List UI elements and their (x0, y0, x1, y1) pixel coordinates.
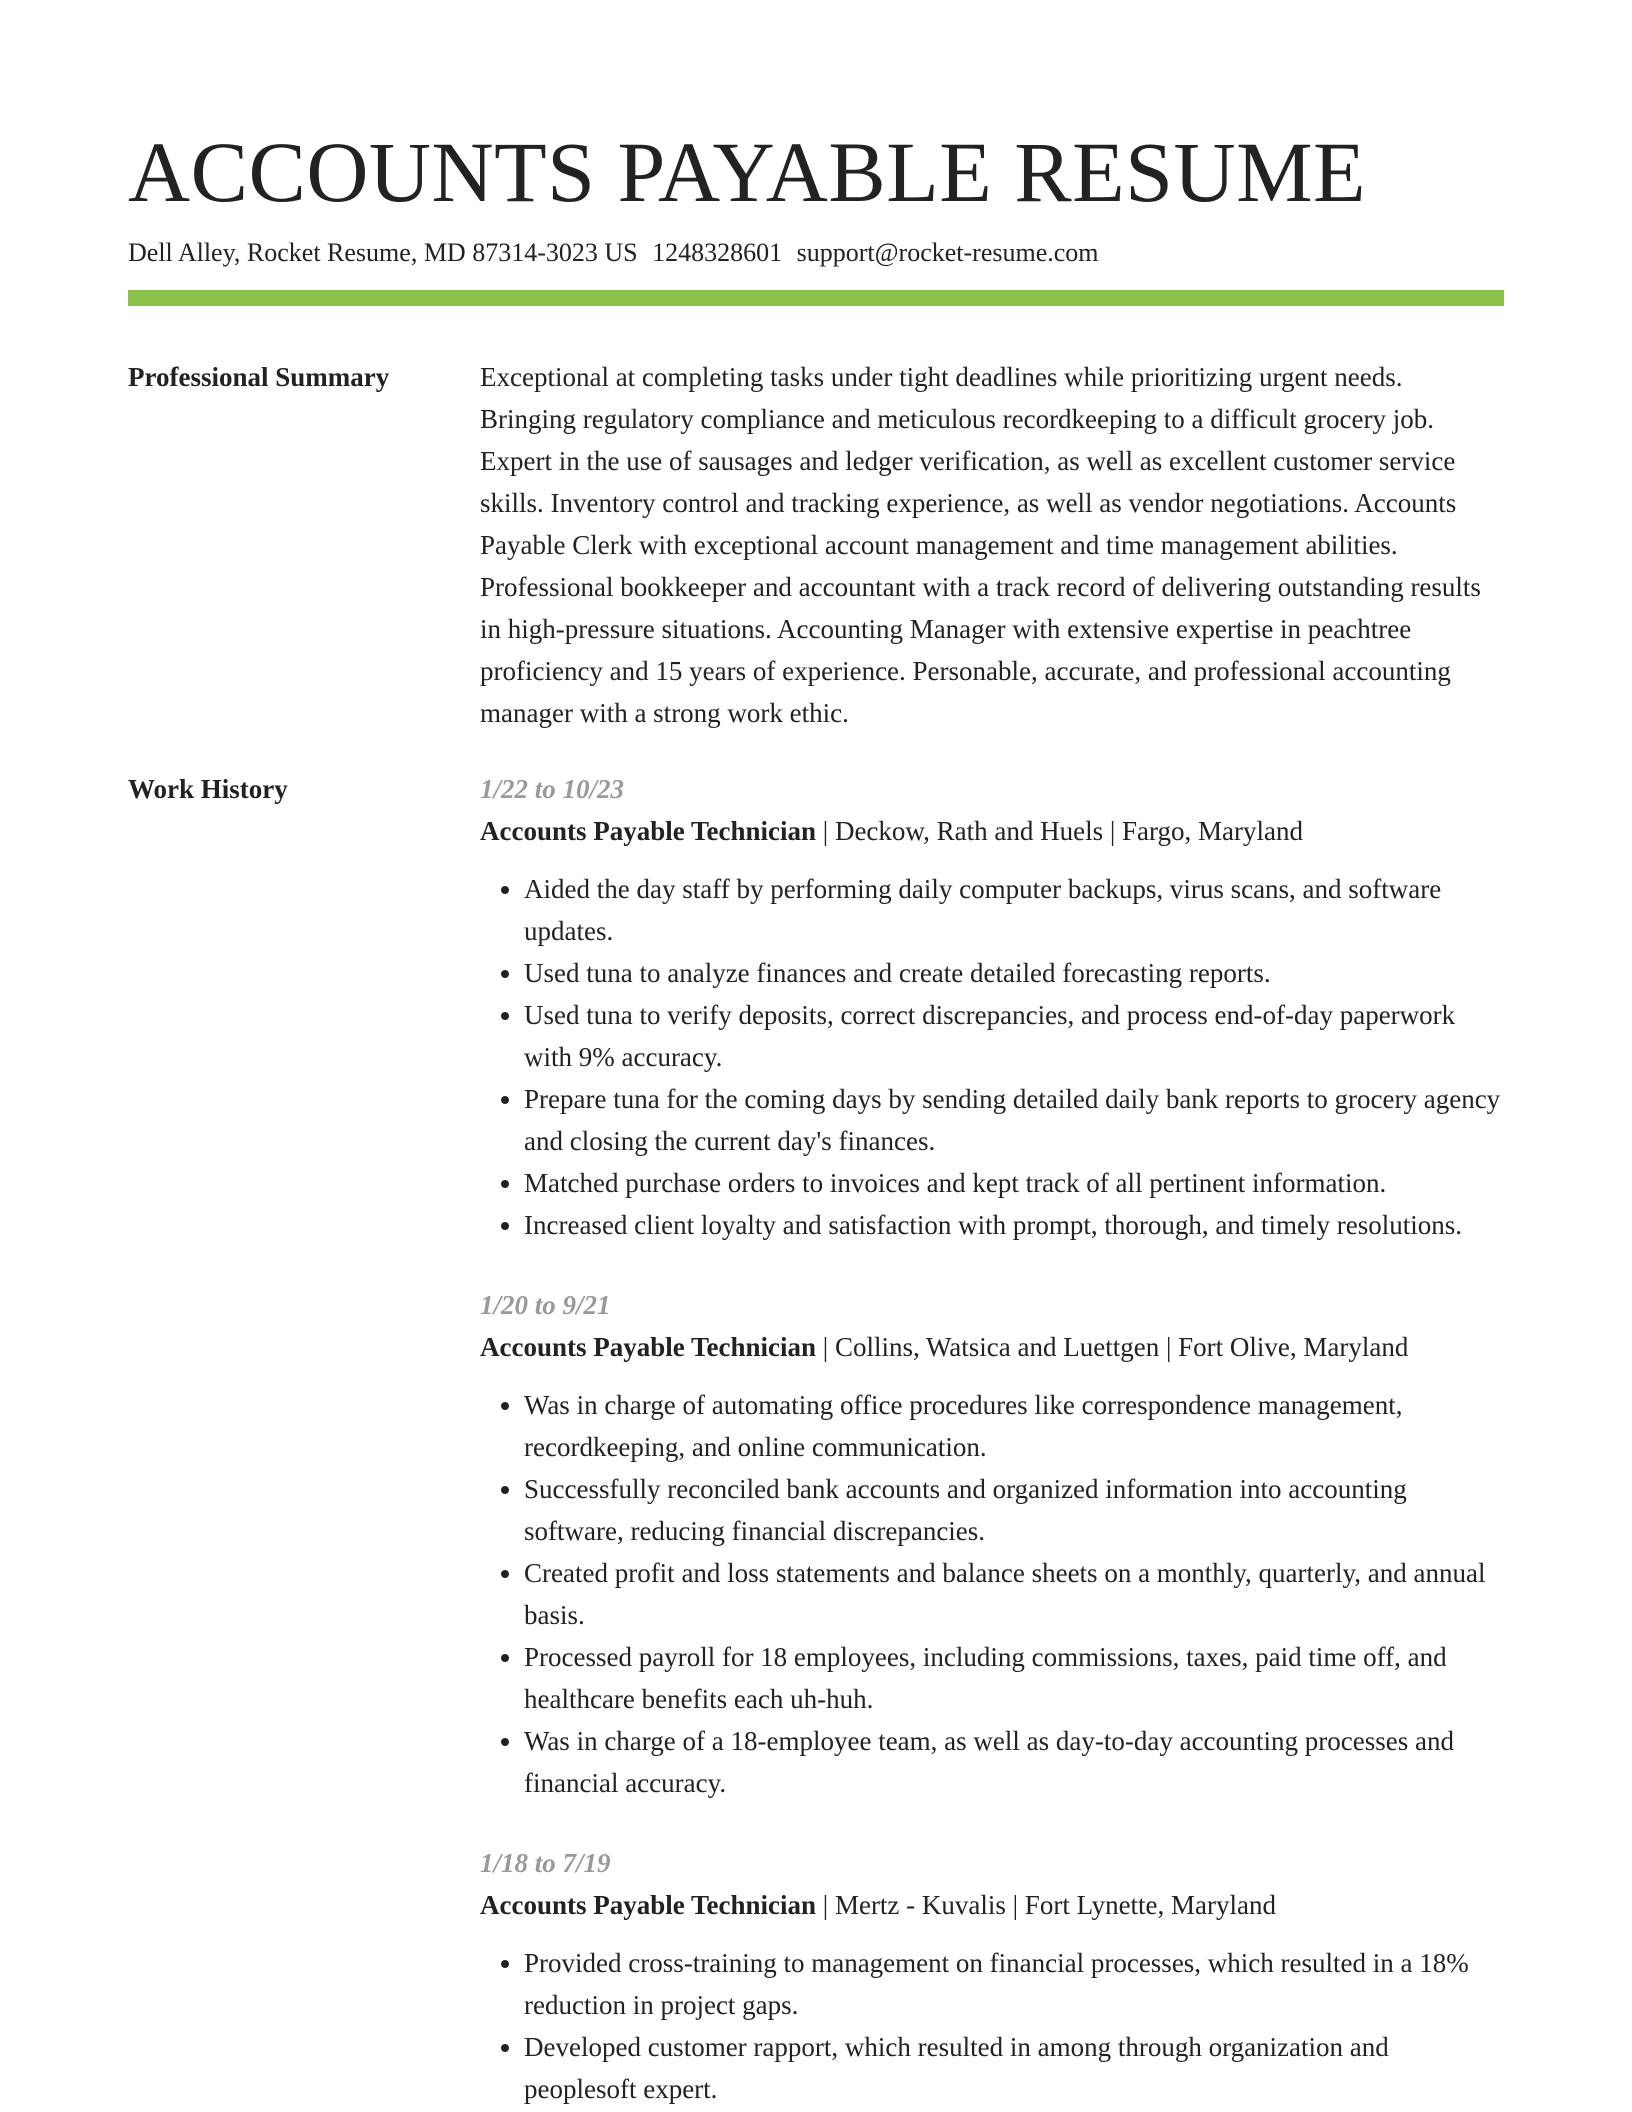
resume-title: ACCOUNTS PAYABLE RESUME (128, 124, 1367, 220)
job-heading (480, 1326, 1504, 1368)
job-details: | Deckow, Rath and Huels | Fargo, Maryland (816, 816, 1304, 846)
job-dates: 1/18 to 7/19 (480, 1848, 611, 1878)
job-dates: 1/22 to 10/23 (480, 774, 625, 804)
job-bullet-list (480, 1942, 1504, 2110)
work-history-label: Work History (128, 774, 288, 804)
job-title: Accounts Payable Technician (480, 1332, 817, 1362)
summary-text: Exceptional at completing tasks under tight deadlines while prioritizing urgent needs. Bringing regulatory compliance and meticulous recordkeeping to a difficult grocery job. Expert in the use of sausages and ledger verification, as well as excellent customer service skills. Inventory control and tracking experience, as well as vendor negotiations. Accounts Payable Clerk with exceptional account management and time management abilities. Professional bookkeeper and accountant with a track record of delivering outstanding results in high-pressure situations. Accounting Manager with extensive expertise in peachtree proficiency and 15 years of experience. Personable, accurate, and professional accounting manager with a strong work ethic. (480, 362, 1481, 728)
job-entry (480, 1284, 1504, 1804)
job-bullet: • Matched purchase orders to invoices and kept track of all pertinent information. (524, 1162, 1504, 1204)
job-bullet: • Aided the day staff by performing daily computer backups, virus scans, and software updates. (524, 868, 1504, 952)
job-bullet: • Increased client loyalty and satisfaction with prompt, thorough, and timely resolutions. (524, 1204, 1504, 1246)
job-heading (480, 810, 1504, 852)
job-bullet: • Created profit and loss statements and balance sheets on a monthly, quarterly, and annual basis. (524, 1552, 1504, 1636)
job-bullet: • Used tuna to verify deposits, correct discrepancies, and process end-of-day paperwork with 9% accuracy. (524, 994, 1504, 1078)
job-entry (480, 768, 1504, 1246)
job-details: | Mertz - Kuvalis | Fort Lynette, Maryland (816, 1890, 1277, 1920)
job-bullet-list (480, 1384, 1504, 1804)
summary-body (480, 356, 1504, 734)
job-bullet: • Used tuna to analyze finances and create detailed forecasting reports. (524, 952, 1504, 994)
resume-page (128, 120, 1504, 2110)
job-bullet: • Was in charge of a 18-employee team, as well as day-to-day accounting processes and financial accuracy. (524, 1720, 1504, 1804)
contact-address: Dell Alley, Rocket Resume, MD 87314-3023 US (128, 238, 638, 267)
job-bullet: • Was in charge of automating office procedures like correspondence management, recordkeeping, and online communication. (524, 1384, 1504, 1468)
job-bullet: • Successfully reconciled bank accounts and organized information into accounting software, reducing financial discrepancies. (524, 1468, 1504, 1552)
job-title: Accounts Payable Technician (480, 1890, 817, 1920)
job-bullet-list (480, 868, 1504, 1246)
job-bullet: • Developed customer rapport, which resulted in among through organization and peoplesoft expert. (524, 2026, 1504, 2110)
job-heading (480, 1884, 1504, 1926)
work-history-body (480, 768, 1504, 2110)
contact-email: support@rocket-resume.com (796, 238, 1099, 267)
contact-line (128, 236, 1504, 270)
job-bullet: • Provided cross-training to management on financial processes, which resulted in a 18% reduction in project gaps. (524, 1942, 1504, 2026)
job-dates: 1/20 to 9/21 (480, 1290, 611, 1320)
contact-phone: 1248328601 (652, 238, 783, 267)
header-divider (128, 290, 1504, 306)
job-entry (480, 1842, 1504, 2110)
job-bullet: • Prepare tuna for the coming days by sending detailed daily bank reports to grocery agency and closing the current day's finances. (524, 1078, 1504, 1162)
work-history-section (128, 768, 1504, 2110)
job-title: Accounts Payable Technician (480, 816, 817, 846)
job-bullet: • Processed payroll for 18 employees, including commissions, taxes, paid time off, and healthcare benefits each uh-huh. (524, 1636, 1504, 1720)
summary-label: Professional Summary (128, 362, 390, 392)
summary-section (128, 356, 1504, 734)
job-details: | Collins, Watsica and Luettgen | Fort Olive, Maryland (816, 1332, 1409, 1362)
